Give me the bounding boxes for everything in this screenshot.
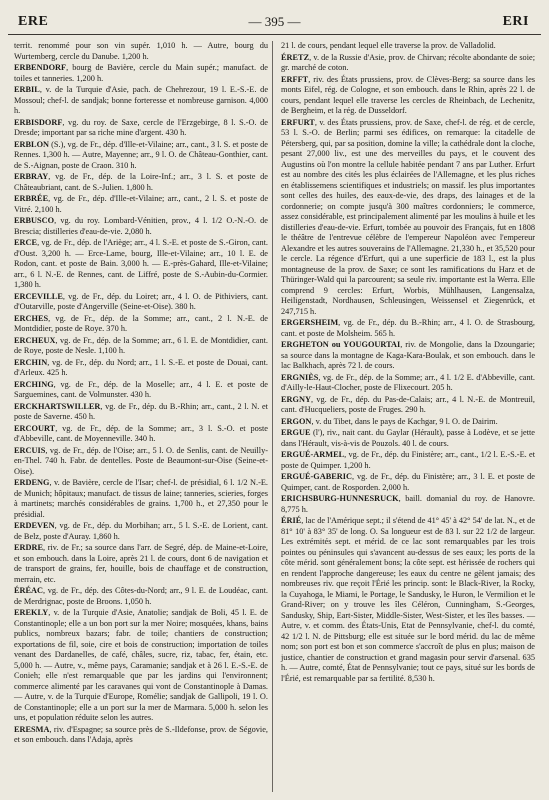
dictionary-entry [281,395,535,416]
dictionary-entry [14,172,268,193]
dictionary-entry [14,446,268,478]
dictionary-entry [14,292,268,313]
entry-headword: ERCHES [14,313,49,323]
dictionary-entry [14,424,268,445]
entry-headword: ERGNIÈS [281,372,319,382]
entry-text: , v. du Tibet, dans le pays de Kachgar, 9 l. O. de Dairim. [311,416,498,426]
dictionary-entry [281,494,535,515]
entry-headword: ERCE [14,238,38,247]
dictionary-entry [281,340,535,372]
entry-text: , vg. de Fr., dép. de la Somme; arr., 3 l. S.-O. et poste d'Abbeville, cant. de Moyenneville. 340 h. [14,423,268,443]
entry-text: , vg. de Fr., dép. du B.-Rhin; arr., 4 l. O. de Strasbourg, cant. et poste de Molsheim. 565 h. [281,318,535,338]
dictionary-entry [281,373,535,394]
header-right-word: ERI [502,14,529,29]
dictionary-entry [14,478,268,520]
entry-text: , vg. de Fr., dép. d'Ille-et-Vilaine; arr., cant., 2 l. S. et poste de Vitré. 2,100 h. [14,194,268,214]
entry-headword: EREKLY [14,608,49,617]
entry-text: , vg. de Fr., dép. du Finistère; arr., 3 l. E. et poste de Quimper, cant. de Rosporden. 2,000 h. [281,472,535,492]
entry-text: , vg. de Fr., dép. de la Somme; arr., cant., 2 l. N.-E. de Montdidier, poste de Roye. 370 h. [14,313,268,333]
dictionary-entry [14,41,268,62]
dictionary-entry [281,118,535,318]
dictionary-entry [14,140,268,172]
entry-text: , vg. de Fr., dép. du Morbihan; arr., 5 l. S.-E. de Lorient, cant. de Belz, poste d'Auray. 1,860 h. [14,521,268,541]
entry-text: , vg. de Fr., dép. de la Moselle; arr., 4 l. E. et poste de Sarguemines, cant. de Volmunster. 430 h. [14,379,268,399]
entry-text: , v. des États prussiens, prov. de Saxe, chef-l. de rég. et de cercle, 53 l. S.-O. de Berlin; parmi ses édifices, on remarque: la citadelle de Pétersberg, qui, par sa position, domine la ville; la cathédrale dont la cloche, pesant 27,000 liv., est une des merveilles du pays, et le couvent des Augustins où l'on montre la cellule habitée pendant 7 ans par Luther. Erfurt est au nombre des cités les plus éclairées de l'Allemagne, et les plus riches en établissemens scientifiques et industriels; on massif. les plus importantes sont celles des huiles, des eaux-de-vie, des draps, des lainages et de la cordonnerie; on compte jusqu'à 300 maîtres cordonniers; le commerce, assez considérable, est principalement alimenté par les moulins à huile et les distilleries d'eau-de-vie. Erfurt, tombée au pouvoir des Français, fut en 1808 le théâtre de l'entrevue célèbre de l'empereur Napoléon avec l'empereur Alexandre et les autres souverains de l'Allemagne. 21,330 h., et 35,520 pour le cercle. La régence d'Erfurt, qui a une superficie de 183 l., est la plus montagneuse de la prov. de Saxe; ce sont les ramifications du Harz et de Thüringer-Wald qui la parcourent; sa seule riv. importante est la Werra. Elle comprend 9 cercles: Erfurt, Worbis, Mühlhausen, Langensalza, Heiligenstadt, Nordhausen, Schleusingen, Weissensel et Ziegenrück, et 247,715 h. [281,117,535,316]
dictionary-entry [281,417,535,428]
dictionary-entry [281,450,535,471]
entry-text: , vg. de Fr., dép. des Côtes-du-Nord; arr., 9 l. E. de Loudéac, cant. de Merdrignac, poste de Broons. 1,050 h. [14,586,268,606]
entry-headword: ERBIL [14,85,40,94]
entry-text: , riv. de Mongolie, dans la Dzoungarie; sa source dans la montagne de Kaga-Kara-Boulak, et son embouch. dans le lac Balkhach, après 72 l. de cours. [281,340,535,370]
entry-headword: ERCEVILLE [14,291,63,301]
entry-text: 21 l. de cours, pendant lequel elle traverse la prov. de Valladolid. [281,41,496,50]
entry-text: (S.), vg. de Fr., dép. d'Ille-et-Vilaine; arr., cant., 3 l. S. et poste de Rennes. 1,300 h. — Autre, Mayenne; arr., 9 l. O. de Château-Gonthier, cant. de S.-Aignan, poste de Craon. 310 h. [14,139,268,170]
entry-headword: ERGUÉ-GABERIC [281,472,352,481]
entry-headword: ÉRÉAC [14,586,44,595]
right-column [281,41,535,685]
dictionary-entry [281,75,535,117]
entry-headword: ERGUÉ-ARMEL [281,450,345,459]
entry-headword: ÉRETZ [281,52,310,62]
entry-text: , v. de la Turquie d'Asie, Anatolie; sandjak de Boli, 45 l. E. de Constantinople; elle a un bon port sur la mer Noire; mosquées, khans, bains publics, nombreux bazars; fabr. de toile; chantiers de construction; exportations de fil, soie, cire et bois de construction; importation de toiles venant des Dardanelles, de café, châles, sucre, riz, tabac, fer, étain, etc. 5,000 h. — Autre, v., même pays, Caramanie; sandjak et à 26 l. E.-S.-E. de Conieh; elle n'est remarquable que par les jardins qui l'environnent; commerce alimenté par les caravanes qui vont de Constantinople à Damas. — Autre, v. de la Turquie d'Europe, Romélie; sandjak de Gallipoli, 19 l. O. de Constantinople; elle a un port sur la mer de Marmara. 5,000 h. selon les uns, et population réduite selon les autres. [14,608,268,722]
entry-headword: ERGHETON ou YOUGOURTAI [281,340,401,349]
dictionary-entry [14,608,268,724]
dictionary-entry [14,586,268,607]
entry-headword: ERCHING [14,379,54,389]
entry-headword: ERESMA [14,724,50,734]
header-left-word: ERE [18,14,49,29]
entry-text: territ. renommé pour son vin supér. 1,010 h. — Autre, bourg du Wurtemberg, cercle du Danube. 1,200 h. [14,41,268,61]
entry-text: , vg. de Fr., dép. de la Loire-Inf.; arr., 3 l. S. et poste de Châteaubriant, cant. de S.-Julien. 1,800 h. [14,172,268,192]
entry-headword: ERBISDORF [14,117,63,127]
entry-text: , vg. de Fr., dép. du Loiret; arr., 4 l. O. de Pithiviers, cant. d'Outarville, poste d'Angerville (Seine-et-Oise). 380 h. [14,291,268,311]
dictionary-entry [14,85,268,117]
entry-headword: ERBUSCO [14,216,55,225]
dictionary-entry [14,216,268,237]
dictionary-entry [14,63,268,84]
entry-text: , vg. du roy. de Saxe, cercle de l'Erzgebirge, 8 l. S.-O. de Dresde; important par sa riche mine d'argent. 430 h. [14,117,268,137]
dictionary-entry [14,194,268,215]
entry-text: , vg. de Fr., dép. de la Somme; arr., 4 l. 1/2 E. d'Abbeville, cant. d'Ailly-le-Haut-Clocher, poste de Flixecourt. 205 h. [281,372,535,392]
dictionary-entry [281,53,535,74]
entry-headword: ERCOURT [14,423,56,433]
dictionary-entry [14,314,268,335]
entry-text: , vg. de Fr., dép. du Finistère; arr., cant., 1/2 l. E.-S.-E. et poste de Quimper. 1,200 h. [281,450,535,470]
entry-text: , vg. du roy. Lombard-Vénitien, prov., 4 l. 1/2 O.-N.-O. de Brescia; distilleries d'eau-de-vie. 2,080 h. [14,216,268,236]
entry-headword: ERBRAY [14,172,49,181]
entry-text: , vg. de Fr., dép. du Nord; arr., 1 l. S.-E. et poste de Douai, cant. d'Arleux. 425 h. [14,357,268,377]
dictionary-entry [14,118,268,139]
entry-headword: ERCUIS [14,445,46,455]
dictionary-entry [14,380,268,401]
dictionary-entry [281,318,535,339]
entry-headword: ERICHSBURG-HUNNESRUCK [281,494,399,503]
dictionary-entry [281,41,535,52]
dictionary-entry [14,358,268,379]
entry-headword: ERFURT [281,117,315,127]
entry-headword: ERCHIN [14,357,48,367]
page-number: — 395 — [248,14,301,29]
entry-text: , bourg de Bavière, cercle du Main supér.; manufact. de toiles et tanneries. 1,200 h. [14,63,268,83]
dictionary-entry [14,725,268,746]
entry-text: , v. de la Russie d'Asie, prov. de Chirvan; récolte abondante de soie; gr. marché de coton. [281,52,535,72]
dictionary-entry [281,428,535,449]
entry-text: , riv. d'Espagne; sa source près de S.-Ildefonse, prov. de Ségovie, et son embouch. dans l'Adaja, après [14,724,268,744]
dictionary-entry [14,238,268,291]
entry-text: , vg. de Fr., dép. de l'Ariège; arr., 4 l. S.-E. et poste de S.-Giron, cant. d'Oust. 3,200 h. — Erce-Lame, bourg, Ille-et-Vilaine; arr., 10 l. E. de Rodon, cant. et poste de Bain. 3,000 h. — E.-près-Gahard, Ille-et-Vilaine; arr., 6 l. N.-E. de Rennes, cant. de Liffré, poste de S.-Aubin-du-Cormier. 1,380 h. [14,238,268,289]
entry-text: , vg. de Fr., dép. du B.-Rhin; arr., cant., 2 l. N. et poste de Saverne. 450 h. [14,401,268,421]
dictionary-entry [14,521,268,542]
entry-text: , riv. des États prussiens, prov. de Clèves-Berg; sa source dans les monts Eifel, rég. de Cologne, et son embouch. dans le Rhin, après 22 l. de cours, pendant lequel elle traverse les cercles de Rheinbach, de Lechenitz, de Bergheim, et la rég. de Dusseldorf. [281,74,535,115]
entry-text: , vg. de Fr., dép. de l'Oise; arr., 5 l. O. de Senlis, cant. de Neuilly-en-Thel. 740 h. Fabr. de dentelles. Poste de Beaumont-sur-Oise (Seine-et-Oise). [14,445,268,476]
page-header [8,14,541,35]
entry-headword: ERDEVEN [14,521,55,530]
entry-headword: ERDENG [14,478,50,487]
entry-headword: ERCHEUX [14,335,56,345]
dictionary-entry [14,402,268,423]
entry-headword: ERGERSHEIM [281,318,339,327]
dictionary-entry [14,336,268,357]
entry-text: , lac de l'Amérique sept.; il s'étend de 41° 45' à 42° 54' de lat. N., et de 81° 10' à 83° 35' de long. O. Sa longueur est de 83 l. sur 22 1/2 de largeur. Les extrémités sept. et mérid. de ce lac sont remarquables par les trois pointes ou péninsules qui s'avancent au-dessus de ses eaux; les ports de la côte mérid. sont généralement bons; la côte sept. est hérissée de rochers qui en rendent l'approche dangereuse; les eaux du centre ne gèlent jamais; des nombreuses riv. que reçoit l'Érié les princip. sont: le Black-River, la Rocky, la Cuyahoga, le Miami, le Portage, le Sandusky, le Huron, le Vermilion et le Grand-River; on y trouve les îles Céléron, Cunningham, S.-Georges, Sandusky, Ship, Eart-Sister, Middle-Sister, West-Sister, et les îles basses. — Autre, v. et comm. des États-Unis, Etat de Pennsylvanie, chef-l. du comté, 42 1/2 l. N. de Pittsburg; elle est située sur le bord mérid. du lac de même nom; son port est bon et son commerce s'accroît de plus en plus; maison de justice, chantier de construction et grand magasin pour servir d'arsenal. 635 h. — Autre, comté, État de Pennsylvanie; tout ce pays, situé sur les bords de l'Érié, est remarquable par sa fertilité. 8,530 h. [281,516,535,683]
dictionary-entry [281,516,535,684]
entry-text: (l'), riv., nait cant. du Gaylar (Hérault), passe à Lodève, et se jette dans l'Hérault, vis-à-vis de Pouzols. 40 l. de cours. [281,428,535,448]
entry-headword: ERDRE [14,543,44,552]
entry-headword: ERGON [281,416,312,426]
dictionary-entry [281,472,535,493]
column-divider [272,41,273,792]
entry-headword: ERGUE [281,428,311,437]
entry-text: , baill. domanial du roy. de Hanovre. 8,775 h. [281,494,535,514]
entry-text: , vg. de Fr., dép. de la Somme; arr., 6 l. E. de Montdidier, cant. de Roye, poste de Nesle. 1,100 h. [14,335,268,355]
left-column [14,41,268,747]
entry-headword: ERGNY [281,394,311,404]
entry-text: , v. de Bavière, cercle de l'Isar; chef-l. de présidial, 6 l. 1/2 N.-E. de Munich; hôpitaux; manufact. de tissus de laine; tanneries, scieries, forges à martinets; marchés considérables de grains. 1,700 h., et 27,350 pour le présidial. [14,478,268,519]
dictionary-entry [14,543,268,585]
entry-headword: ERBENDORF [14,63,67,72]
entry-headword: ERCKHARTSWILLER [14,401,101,411]
entry-headword: ERFFT [281,74,309,84]
entry-text: , riv. de Fr.; sa source dans l'arr. de Segré, dép. de Maine-et-Loire, et son embouch. dans la Loire, après 21 l. de cours, dont 6 de navigation et de transport de grains, fer, houille, bois de chauffage et de construction, merrain, etc. [14,543,268,584]
entry-text: , v. de la Turquie d'Asie, pach. de Chehrezour, 19 l. E.-S.-E. de Mossoul; chef-l. de sandjak; bonne forteresse et nombreuse garnison. 4,000 h. [14,85,268,115]
entry-headword: ERBRÉE [14,194,49,203]
entry-text: , vg. de Fr., dép. du Pas-de-Calais; arr., 4 l. N.-E. de Montreuil, cant. d'Hucqueliers, poste de Fruges. 290 h. [281,394,535,414]
entry-headword: ÉRIÉ [281,516,302,525]
entry-headword: ERBLON [14,139,50,149]
